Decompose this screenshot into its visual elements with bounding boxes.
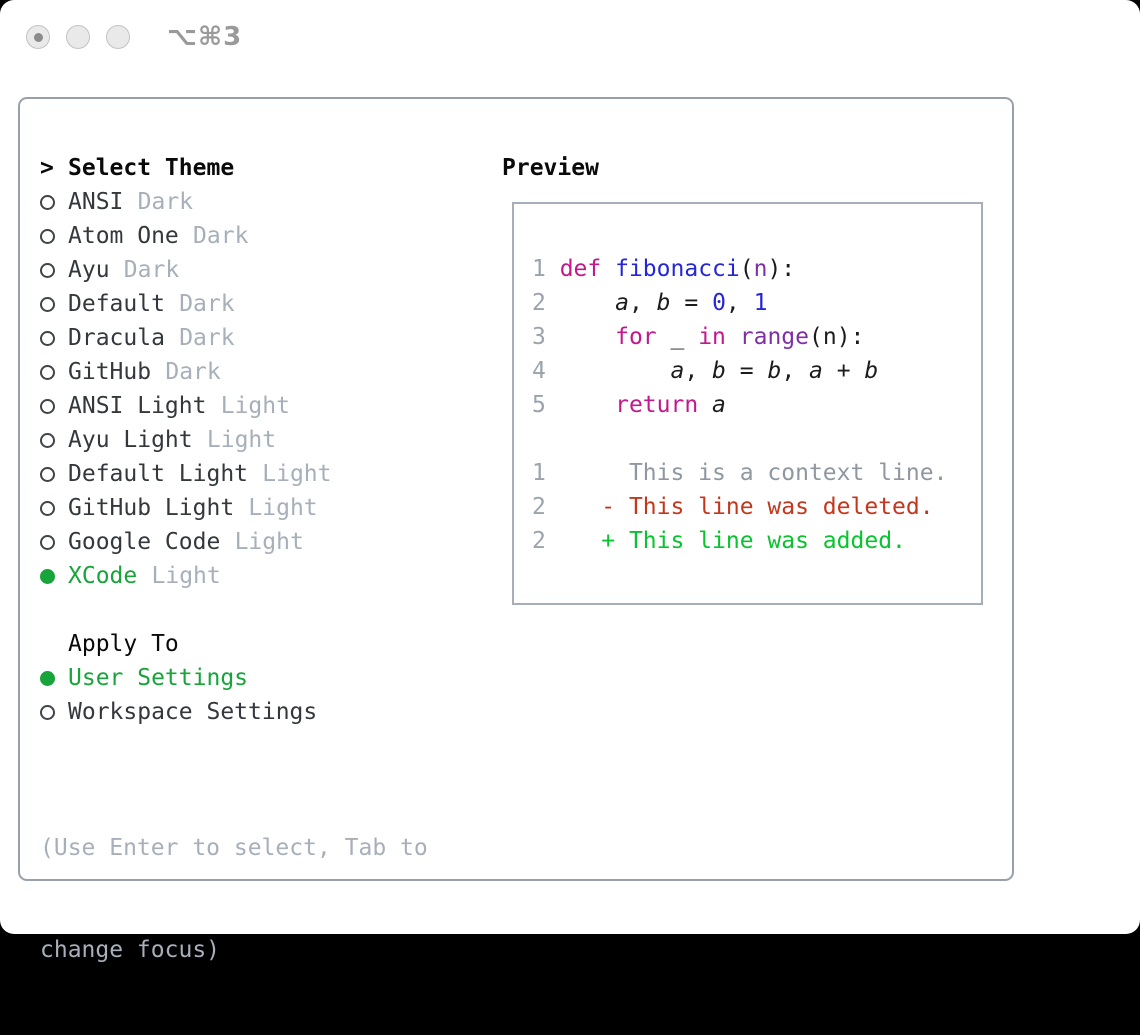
- radio-icon: [40, 365, 68, 380]
- radio-icon: [40, 229, 68, 244]
- theme-variant-label: Dark: [165, 359, 221, 385]
- theme-variant-label: Dark: [193, 223, 249, 249]
- theme-option[interactable]: [40, 525, 332, 559]
- code-line: 5 return a: [532, 392, 726, 418]
- blank-line: [532, 422, 965, 456]
- theme-name: GitHub Light: [68, 495, 235, 521]
- theme-selector-panel: [18, 97, 1014, 963]
- theme-variant-label: Light: [220, 393, 290, 419]
- code-line: 1 def fibonacci(n):: [532, 256, 796, 282]
- theme-options: [40, 185, 332, 593]
- apply-to-option[interactable]: [40, 661, 317, 695]
- radio-icon: [40, 263, 68, 278]
- theme-option[interactable]: [40, 491, 332, 525]
- line-number: 5: [532, 392, 560, 418]
- theme-variant-label: Light: [206, 427, 277, 453]
- theme-name: ANSI Light: [68, 393, 207, 419]
- theme-variant-label: Dark: [179, 325, 235, 351]
- preview-pane: [512, 202, 983, 605]
- theme-variant-label: Dark: [179, 291, 235, 317]
- line-number: 2: [532, 494, 560, 520]
- radio-icon: [40, 535, 68, 550]
- radio-icon: [40, 399, 68, 414]
- theme-variant-label: Light: [262, 461, 332, 487]
- traffic-light-active-icon: [34, 33, 43, 42]
- theme-variant-label: Light: [151, 563, 221, 589]
- radio-selected-icon: [40, 671, 68, 686]
- theme-name: GitHub: [68, 359, 152, 385]
- preview-title: Preview: [502, 155, 599, 181]
- apply-to-header: [40, 627, 317, 661]
- theme-name: Ayu: [68, 257, 110, 283]
- radio-icon: [40, 467, 68, 482]
- theme-option[interactable]: [40, 389, 332, 423]
- theme-name: ANSI: [68, 189, 124, 215]
- apply-to-options: [40, 661, 317, 729]
- theme-name: Default Light: [68, 461, 249, 487]
- keyboard-shortcut-label: ⌥⌘3: [167, 22, 243, 52]
- line-number: 1: [532, 256, 560, 282]
- theme-option[interactable]: [40, 219, 332, 253]
- prompt-icon: >: [40, 155, 54, 181]
- theme-option[interactable]: [40, 355, 332, 389]
- radio-icon: [40, 195, 68, 210]
- traffic-light-minimize-button[interactable]: [66, 25, 90, 49]
- traffic-light-close-button[interactable]: [26, 25, 50, 49]
- radio-icon: [40, 331, 68, 346]
- apply-to-title: Apply To: [68, 631, 179, 657]
- theme-list: [40, 151, 332, 593]
- help-line-2: change focus): [40, 937, 221, 963]
- diff-line-deleted: 2 - This line was deleted.: [532, 494, 934, 520]
- line-number: 2: [532, 290, 560, 316]
- theme-name: Atom One: [68, 223, 179, 249]
- theme-variant-label: Light: [234, 529, 304, 555]
- traffic-light-zoom-button[interactable]: [106, 25, 130, 49]
- theme-variant-label: Dark: [137, 189, 194, 215]
- theme-name: XCode: [68, 563, 138, 589]
- line-number: 3: [532, 324, 560, 350]
- code-line: 4 a, b = b, a + b: [532, 358, 879, 384]
- code-line: 3 for _ in range(n):: [532, 324, 865, 350]
- apply-to-label: User Settings: [68, 665, 249, 691]
- theme-option[interactable]: [40, 253, 332, 287]
- theme-option[interactable]: [40, 559, 332, 593]
- theme-name: Google Code: [68, 529, 221, 555]
- diff-line-added: 2 + This line was added.: [532, 528, 906, 554]
- theme-name: Dracula: [68, 325, 165, 351]
- code-line: 2 a, b = 0, 1: [532, 290, 768, 316]
- theme-variant-label: Light: [248, 495, 318, 521]
- theme-option[interactable]: [40, 185, 332, 219]
- theme-option[interactable]: [40, 423, 332, 457]
- title-bar: [0, 0, 1140, 70]
- theme-option[interactable]: [40, 321, 332, 355]
- radio-icon: [40, 705, 68, 720]
- line-number: 2: [532, 528, 560, 554]
- diff-line-context: 1 This is a context line.: [532, 460, 948, 486]
- code-preview: [532, 252, 965, 422]
- line-number: 1: [532, 460, 560, 486]
- apply-to-option[interactable]: [40, 695, 317, 729]
- radio-icon: [40, 297, 68, 312]
- apply-to-section: [40, 627, 317, 729]
- theme-list-header: [40, 151, 332, 185]
- theme-variant-label: Dark: [123, 257, 180, 283]
- theme-option[interactable]: [40, 457, 332, 491]
- diff-preview: [532, 456, 965, 558]
- help-line-1: (Use Enter to select, Tab to: [40, 835, 428, 861]
- theme-name: Ayu Light: [68, 427, 193, 453]
- line-number: 4: [532, 358, 560, 384]
- theme-name: Default: [68, 291, 165, 317]
- theme-list-title: Select Theme: [68, 155, 235, 181]
- apply-to-label: Workspace Settings: [68, 699, 318, 725]
- help-text: [40, 763, 428, 1035]
- radio-selected-icon: [40, 569, 68, 584]
- theme-option[interactable]: [40, 287, 332, 321]
- radio-icon: [40, 501, 68, 516]
- radio-icon: [40, 433, 68, 448]
